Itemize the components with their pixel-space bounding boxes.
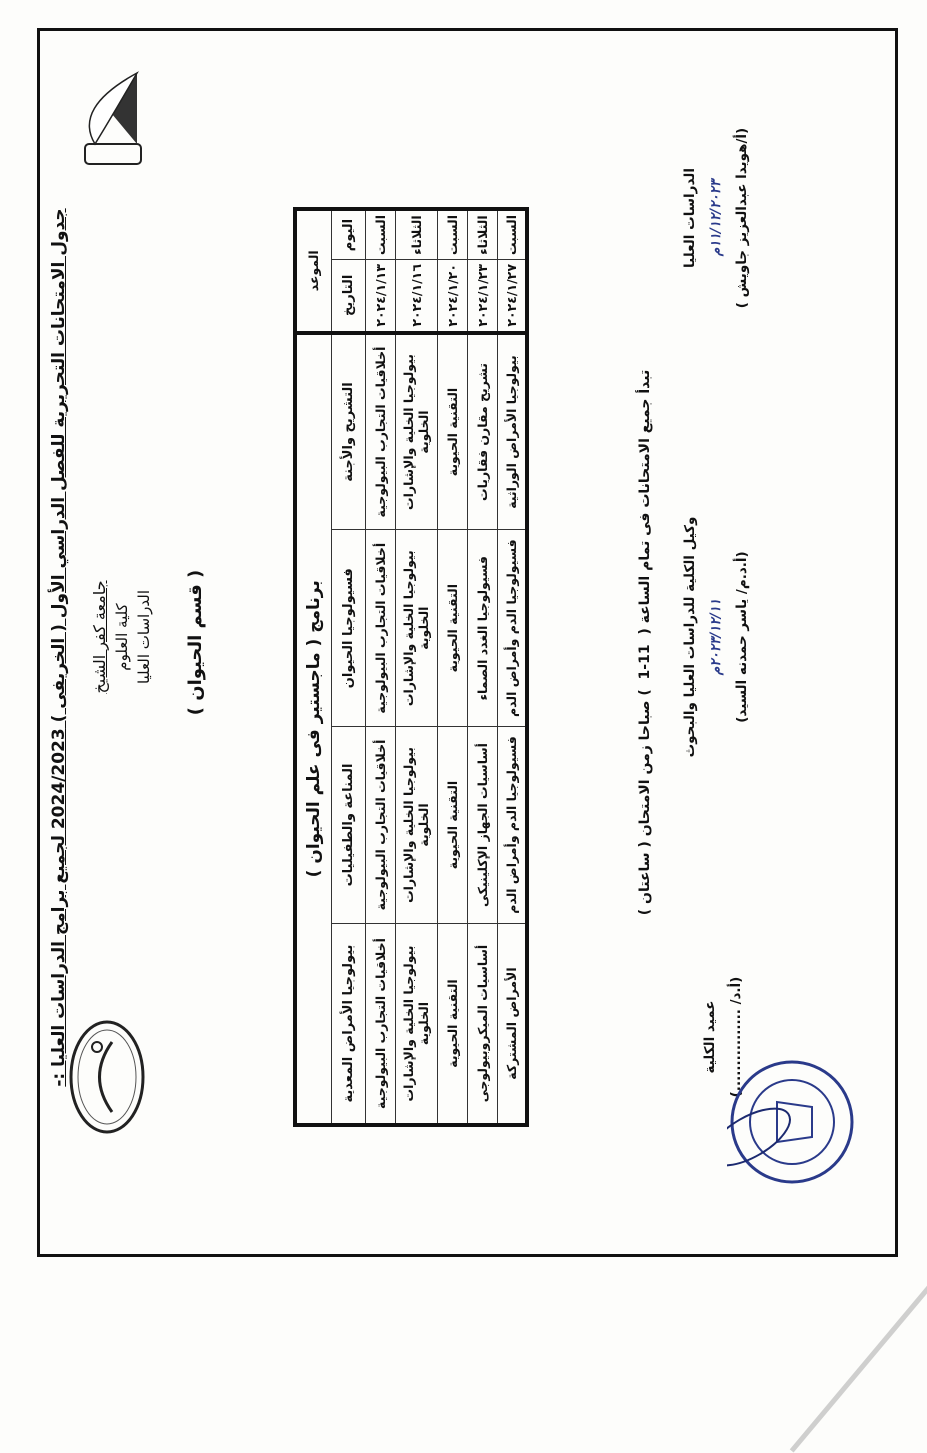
exam-schedule-table (293, 207, 529, 1127)
paper-fold-edge (790, 1281, 927, 1453)
cell-subject: بيولوجيا الأمراض الوراثية (497, 333, 527, 530)
cell-subject: أساسيات الميكروبيولوجى (467, 924, 497, 1125)
cell-subject: فسيولوجيا الدم وأمراض الدم (497, 726, 527, 923)
cell-date: ٢٠٢٤/١/٢٠ (437, 260, 467, 333)
cell-subject: بيولوجيا الخلية والإشارات الخلوية (395, 924, 437, 1125)
signature-name: (أ/هويدا عبدالعزيز جاويش ) (734, 127, 750, 309)
cell-subject: التقنية الحيوية (437, 530, 467, 726)
cell-day: الثلاثاء (467, 209, 497, 260)
cell-subject: أساسيات الجهاز الإكلينيكى (467, 726, 497, 923)
official-stamp-icon (727, 1057, 857, 1187)
cell-day: السبت (437, 209, 467, 260)
signature-title: عميد الكلية (702, 1000, 718, 1074)
cell-subject: التقنية الحيوية (437, 333, 467, 530)
table-row (437, 209, 467, 1125)
header-date: التاريخ (331, 260, 365, 333)
cell-subject: الأمراض المشتركة (497, 924, 527, 1125)
cell-subject: التقنية الحيوية (437, 924, 467, 1125)
faculty-seal-icon (67, 1017, 147, 1137)
signature-title: وكيل الكلية للدراسات العليا والبحوث (682, 516, 698, 758)
cell-subject: فسيولوجيا الدم وأمراض الدم (497, 530, 527, 726)
office-name: الدراسات العليا (135, 589, 153, 685)
signature-vice-dean (677, 487, 755, 787)
signature-graduate-office (677, 88, 755, 348)
cell-day: السبت (497, 209, 527, 260)
cell-date: ٢٠٢٤/١/٢٧ (497, 260, 527, 333)
table-row (365, 209, 395, 1125)
cell-subject: أخلاقيات التجارب البيولوجية (365, 333, 395, 530)
signature-name: (أ.د/ ................) (728, 976, 744, 1098)
header-day: اليوم (331, 209, 365, 260)
header-specialization: المناعة والطفيليات (331, 726, 365, 923)
exam-schedule-sheet (37, 28, 898, 1257)
cell-subject: تشريح مقارن فقاريات (467, 333, 497, 530)
document-title: جدول الامتحانات التحريرية للفصل الدراسي الأول ( الخريفى ) 2024/2023 لجميع برامج الدراسات العليا :- (49, 208, 69, 1087)
cell-date: ٢٠٢٤/١/٢٣ (467, 260, 497, 333)
header-specialization: بيولوجيا الأمراض المعدية (331, 924, 365, 1125)
cell-subject: التقنية الحيوية (437, 726, 467, 923)
exam-time-note: تبدأ جميع الامتحانات فى تمام الساعة ( 11-1 ) صباحا زمن الامتحان ( ساعتان ) (637, 369, 653, 916)
header-specialization: فسيولوجيا الحيوان (331, 530, 365, 726)
cell-subject: بيولوجيا الخلية والإشارات الخلوية (395, 333, 437, 530)
university-name: جامعة كفر الشيخ (90, 580, 109, 694)
cell-subject: أخلاقيات التجارب البيولوجية (365, 530, 395, 726)
header-specialization: التشريح والأجنة (331, 333, 365, 530)
institution-header (89, 537, 155, 737)
faculty-name: كلية العلوم (113, 603, 131, 671)
cell-subject: بيولوجيا الخلية والإشارات الخلوية (395, 726, 437, 923)
signature-title: الدراسات العليا (682, 168, 698, 268)
department-heading: ( قسم الحيوان ) (185, 569, 206, 716)
table-row (467, 209, 497, 1125)
cell-date: ٢٠٢٤/١/١٣ (365, 260, 395, 333)
cell-day: الثلاثاء (395, 209, 437, 260)
table-row (497, 209, 527, 1125)
signature-name: (أ.د.م/ ياسر حمدنه السيد) (734, 551, 750, 723)
cell-date: ٢٠٢٤/١/١٦ (395, 260, 437, 333)
table-row (395, 209, 437, 1125)
cell-subject: أخلاقيات التجارب البيولوجية (365, 726, 395, 923)
cell-subject: فسيولوجيا الغدد الصماء (467, 530, 497, 726)
program-heading: برنامج ( ماجستير فى علم الحيوان ) (295, 333, 331, 1125)
signature-date: ١١/١٢/٢٠٢٣م (708, 179, 724, 257)
university-logo-icon (77, 58, 147, 168)
cell-subject: أخلاقيات التجارب البيولوجية (365, 924, 395, 1125)
cell-subject: بيولوجيا الخلية والإشارات الخلوية (395, 530, 437, 726)
header-appointment: الموعد (295, 209, 331, 333)
cell-day: السبت (365, 209, 395, 260)
signature-date: ٢٠٢٣/١٢/١١م (708, 598, 724, 676)
